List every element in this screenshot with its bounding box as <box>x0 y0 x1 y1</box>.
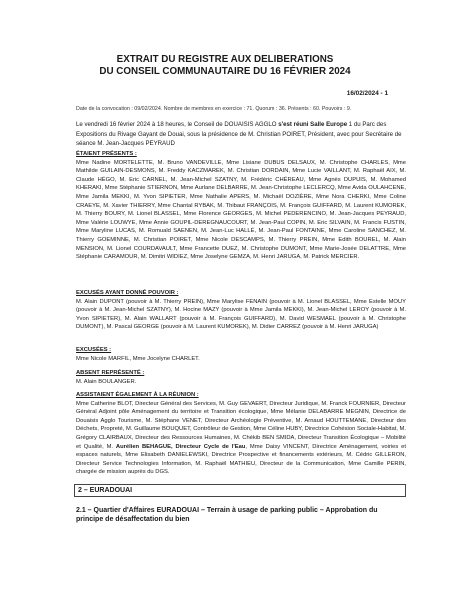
intro-part-2: s'est réuni Salle Europe <box>278 121 348 128</box>
attendees-text-2: , Mme Daisy VINCENT, Directrice Aménagement, voiries et espaces naturels, Mme Elisabeth DANIELEWSKI, Directrice Prospective et financements extérieurs, M. Cédric GILLERON, Directeur Service Technologies Information, M. Raphaël MATHIEU, Directeur de la Communication, Mme Camille PERIN, chargée de mission auprès du DGS. <box>76 443 406 476</box>
present-heading: ÉTAIENT PRÉSENTS : <box>76 151 137 157</box>
attendees-list <box>76 400 406 477</box>
section-subtitle: 2.1 – Quartier d'Affaires EURADOUAI – Terrain à usage de parking public – Approbation du principe de désaffectation du bien <box>76 507 378 523</box>
intro-paragraph <box>76 120 406 149</box>
absent-heading: ABSENT REPRÉSENTÉ : <box>76 370 145 376</box>
proxies-list: M. Alain DUPONT (pouvoir à M. Thierry PREIN), Mme Marylise FENAIN (pouvoir à M. Lionel BLASSEL, Mme Estelle MOUY (pouvoir à M. Jean-Michel SZATNY), M. Hocine MAZY (pouvoir à Mme Jamila MEKKI), M. Jean-Michel LEROY (pouvoir à M. Yvon SIPIETER), M. Alain WALLART (pouvoir à M. François GUIFFARD), M. David WESMAEL (pouvoir à M. Christophe DUMONT), M. Pascal GEORGE (pouvoir à M. Laurent KUMOREK), M. Didier CARREZ (pouvoir à M. Henri JARUGA) <box>76 298 406 331</box>
present-section <box>76 150 406 262</box>
intro-part-3: 1 du Parc des Expositions du Rivage Gayant de Douai, sous la présidence de M. Christian POIRET, Président, avec pour Secrétaire de séance M. Jean-Jacques PEYRAUD <box>76 121 402 147</box>
deliberation-reference: 16/02/2024 - 1 <box>346 90 388 97</box>
excused-heading: EXCUSÉES : <box>76 347 112 353</box>
convocation-line: Date de la convocation : 09/02/2024. Nombre de membres en exercice : 71. Quorum : 36. Présents : 60. Pouvoirs : 9. <box>76 106 352 112</box>
document-title <box>40 54 410 78</box>
section-header: 2 – EURADOUAI <box>74 484 406 497</box>
attendees-text-1: Mme Catherine BLOT, Directeur Général des Services, M. Guy GEVAERT, Directeur Juridique, M. Franck FOURNIER, Directeur Général Adjoint pôle Aménagement du territoire et Transition écologique, Mme Mélanie DELABARRE MEGNIN, Directrice de Douaisis Agglo Tourisme, M. Stéphane VENET, Directeur Archéologie Préventive, M. Arnaud HOUTTEMANE, Directeur des Déchets, Propreté, M. Guillaume BOUQUET, Contrôleur de Gestion, Mme Céline HUBY, Directrice Cohésion Sociale-Habitat, M. Grégory CLAIRBAUX, Directeur des Ressources Humaines, M. Chékib BEN SMIDA, Directeur Transition Écologique – Mobilité et Qualité, M. <box>76 400 406 450</box>
attendees-heading: ASSISTAIENT ÉGALEMENT À LA RÉUNION : <box>76 392 199 398</box>
intro-part-1: Le vendredi 16 février 2024 à 18 heures, le Conseil de DOUAISIS AGGLO <box>76 121 279 128</box>
absent-list: M. Alain BOULANGER. <box>76 378 137 385</box>
attendees-bold: Aurélien BEHAGUE, Directeur Cycle de l'Eau <box>115 443 246 450</box>
proxies-heading: EXCUSÉS AYANT DONNÉ POUVOIR : <box>76 290 179 296</box>
title-line-2: DU CONSEIL COMMUNAUTAIRE DU 16 FÉVRIER 2024 <box>99 66 351 77</box>
attendees-section <box>76 391 406 477</box>
proxies-section <box>76 289 406 332</box>
excused-list: Mme Nicole MARFIL, Mme Jocelyne CHARLET. <box>76 355 200 362</box>
title-line-1: EXTRAIT DU REGISTRE AUX DELIBERATIONS <box>116 54 334 65</box>
absent-section <box>76 369 406 386</box>
present-list: Mme Nadine MORTELETTE, M. Bruno VANDEVILLE, Mme Lisiane DUBUS DELSAUX, M. Christophe CHARLES, Mme Mathilde GUILAIN-DESMONS, M. Freddy KACZMAREK, M. Christian DORDAIN, Mme Lucie VAILLANT, M. Raphaël AIX, M. Claude HÉGO, M. Eric CARNEL, M. Jean-Michel SZATNY, M. Frédéric CHÉREAU, Mme Agnès DUPUIS, M. Mohamed KHERAKI, Mme Stéphanie STIERNON, Mme Aurlane DELBARRE, M. Jean-Christophe LECLERCQ, Mme Avida OULAHCENE, Mme Jamila MEKKI, M. Yvon SIPIETER, Mme Nathalie APERS, M. Michaël DOZIÈRE, Mme Nora CHERKI, Mme Coline CRAEYE, M. Xavier THIERRY, Mme Chantal RYBAK, M. Thibaut FRANÇOIS, M. François GUIFFARD, M. Laurent KUMOREK, M. Thierry BOURY, M. Lionel BLASSEL, Mme Florence GEORGES, M. Michel PEDERENCINO, M. Jean-Jacques PEYRAUD, Mme Valérie LOUWYE, Mme Annie GOUPIL-DEREGNAUCOURT, M. Jean-Paul COPIN, M. Eric SILVAIN, M. Francis FUSTIN, Mme Maryline LUCAS, M. Romuald SAENEN, M. Jean-Luc HALLÉ, M. Jean-Paul FONTAINE, Mme Caroline SANCHEZ, M. Thierry GOEMINNE, M. Christian POIRET, Mme Nicole DESCAMPS, M. Thierry PREIN, Mme Edith BOUREL, M. Alain MENSION, M. Lionel COURDAVAULT, Mme Francette DUEZ, M. Christophe DUMONT, Mme Marie-Josée DELATTRE, Mme Stéphanie CARAMOUR, M. Dimitri WIDIEZ, Mme Joselyne GEMZA, M. Henri JARUGA, M. Patrick MERCIER. <box>76 159 406 261</box>
excused-section <box>76 346 406 363</box>
